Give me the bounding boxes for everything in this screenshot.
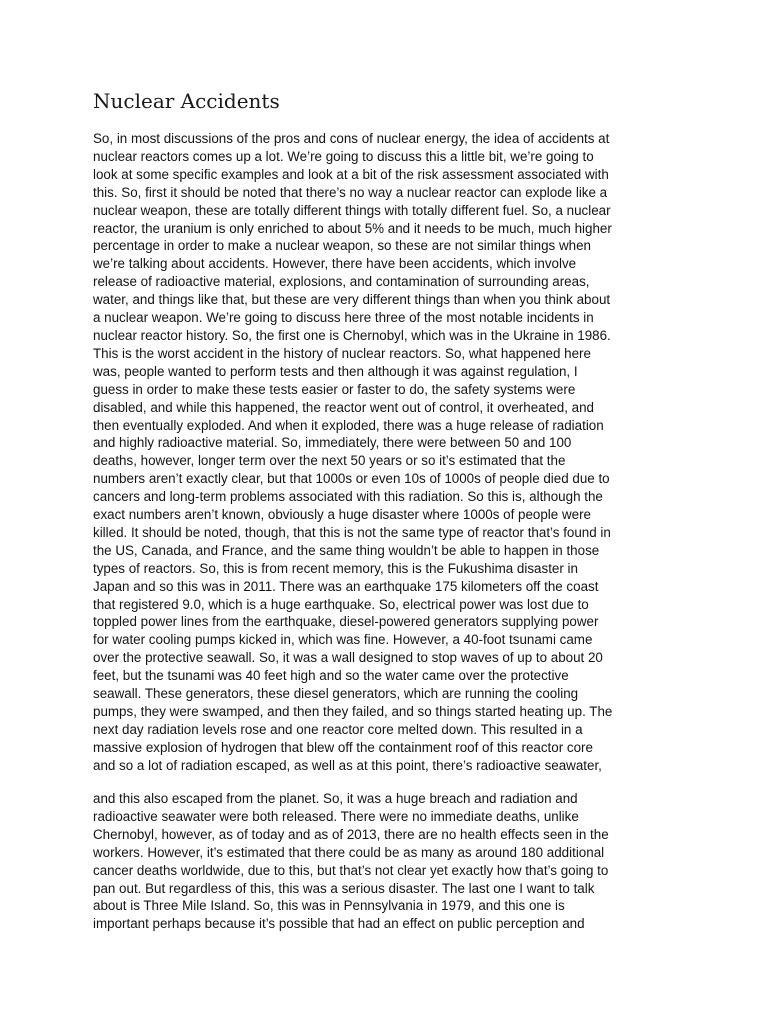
text-line: toppled power lines from the earthquake, diesel-powered generators supplying power (93, 614, 599, 630)
text-line: Chernobyl, however, as of today and as of 2013, there are no health effects seen in the (93, 826, 609, 842)
text-line: water, and things like that, but these are very different things than when you think about (93, 292, 611, 308)
text-line: over the protective seawall. So, it was a wall designed to stop waves of up to about 20 (93, 650, 603, 666)
text-line: deaths, however, longer term over the next 50 years or so it’s estimated that the (93, 453, 566, 469)
paragraph (93, 130, 673, 775)
text-line: exact numbers aren’t known, obviously a huge disaster where 1000s of people were (93, 507, 591, 523)
text-line: numbers aren’t exactly clear, but that 1000s or even 10s of 1000s of people died due to (93, 471, 610, 487)
text-line: then eventually exploded. And when it exploded, there was a huge release of radiation (93, 417, 604, 433)
text-line: a nuclear weapon. We’re going to discuss here three of the most notable incidents in (93, 310, 594, 326)
text-line: pumps, they were swamped, and then they failed, and so things started heating up. The (93, 704, 613, 719)
text-line: nuclear weapon, these are totally different things with totally different fuel. So, a nuclear (93, 202, 611, 218)
paragraph (93, 790, 673, 933)
text-line: was, people wanted to perform tests and then although it was against regulation, I (93, 363, 578, 379)
text-line: This is the worst accident in the history of nuclear reactors. So, what happened here (93, 345, 591, 361)
text-line: this. So, first it should be noted that there’s no way a nuclear reactor can explode like a (93, 184, 608, 200)
text-line: workers. However, it’s estimated that there could be as many as around 180 additional (93, 844, 605, 860)
text-line: and so a lot of radiation escaped, as well as at this point, there’s radioactive seawater, (93, 757, 602, 773)
text-line: guess in order to make these tests easier or faster to do, the safety systems were (93, 381, 576, 397)
text-line: that registered 9.0, which is a huge earthquake. So, electrical power was lost due to (93, 596, 589, 612)
text-line: So, in most discussions of the pros and cons of nuclear energy, the idea of accidents at (93, 131, 610, 146)
text-line: next day radiation levels rose and one reactor core melted down. This resulted in a (93, 721, 583, 737)
text-line: nuclear reactors comes up a lot. We’re going to discuss this a little bit, we’re going to (93, 148, 594, 164)
text-line: we’re talking about accidents. However, there have been accidents, which involve (93, 256, 577, 272)
text-line: for water cooling pumps kicked in, which was fine. However, a 40-foot tsunami came (93, 632, 593, 648)
document-title: Nuclear Accidents (93, 89, 280, 113)
text-line: release of radioactive material, explosions, and contamination of surrounding areas, (93, 274, 590, 290)
text-line: cancer deaths worldwide, due to this, but that’s not clear yet exactly how that’s going to (93, 862, 609, 878)
text-line: and this also escaped from the planet. So, it was a huge breach and radiation and (93, 791, 578, 806)
text-line: massive explosion of hydrogen that blew off the containment roof of this reactor core (93, 739, 593, 755)
text-line: reactor, the uranium is only enriched to about 5% and it needs to be much, much higher (93, 220, 612, 236)
text-line: percentage in order to make a nuclear weapon, so these are not similar things when (93, 238, 591, 254)
text-line: seawall. These generators, these diesel generators, which are running the cooling (93, 686, 579, 702)
text-line: feet, but the tsunami was 40 feet high and so the water came over the protective (93, 668, 569, 684)
text-line: nuclear reactor history. So, the first one is Chernobyl, which was in the Ukraine in 1986. (93, 327, 611, 343)
text-line: types of reactors. So, this is from recent memory, this is the Fukushima disaster in (93, 560, 578, 576)
text-line: important perhaps because it’s possible that had an effect on public perception and (93, 916, 585, 932)
text-line: about is Three Mile Island. So, this was in Pennsylvania in 1979, and this one is (93, 898, 565, 914)
text-line: disabled, and while this happened, the reactor went out of control, it overheated, and (93, 399, 594, 415)
text-line: killed. It should be noted, though, that this is not the same type of reactor that’s found in (93, 524, 611, 540)
text-line: the US, Canada, and France, and the same thing wouldn’t be able to happen in those (93, 542, 600, 558)
text-line: Japan and so this was in 2011. There was an earthquake 175 kilometers off the coast (93, 578, 599, 594)
text-line: and highly radioactive material. So, immediately, there were between 50 and 100 (93, 435, 572, 451)
text-line: radioactive seawater were both released. There were no immediate deaths, unlike (93, 808, 579, 824)
text-line: pan out. But regardless of this, this was a serious disaster. The last one I want to talk (93, 880, 595, 896)
text-line: look at some specific examples and look at a bit of the risk assessment associated with (93, 166, 609, 182)
text-line: cancers and long-term problems associated with this radiation. So this is, although the (93, 489, 603, 505)
